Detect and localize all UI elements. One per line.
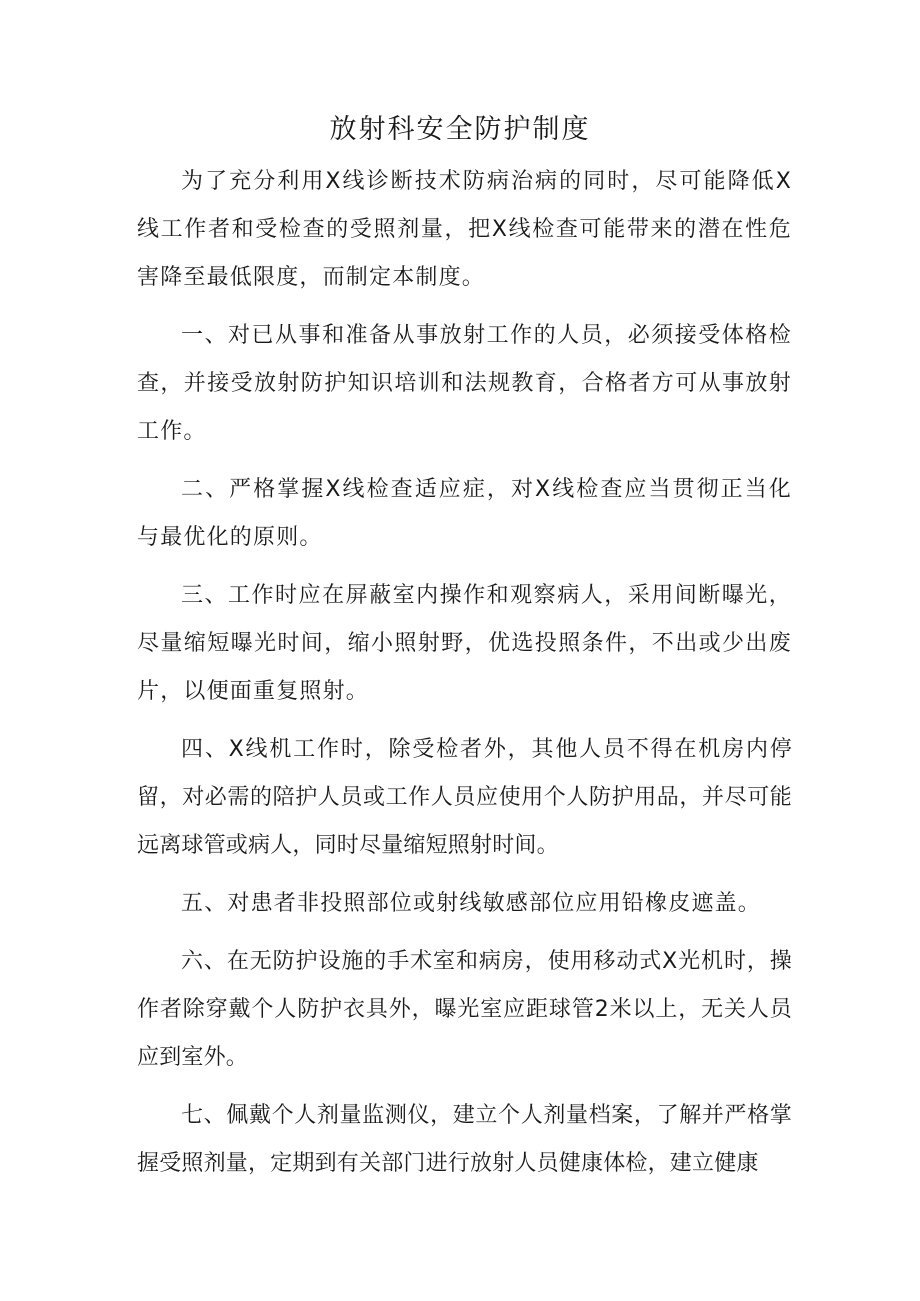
paragraph-item-4: 四、X线机工作时，除受检者外，其他人员不得在机房内停留，对必需的陪护人员或工作人员应使用个人防护用品，并尽可能远离球管或病人，同时尽量缩短照射时间。 xyxy=(137,737,792,858)
paragraph-intro: 为了充分利用X线诊断技术防病治病的同时，尽可能降低X线工作者和受检查的受照剂量，把X线检查可能带来的潜在性危害降至最低限度，而制定本制度。 xyxy=(137,169,792,290)
document-body xyxy=(137,158,792,1198)
paragraph-item-2: 二、严格掌握X线检查适应症，对X线检查应当贯彻正当化与最优化的原则。 xyxy=(137,477,792,550)
paragraph-item-6: 六、在无防护设施的手术室和病房，使用移动式X光机时，操作者除穿戴个人防护衣具外，曝光室应距球管2米以上，无关人员应到室外。 xyxy=(137,949,792,1070)
paragraph-item-5: 五、对患者非投照部位或射线敏感部位应用铅橡皮遮盖。 xyxy=(181,891,762,916)
document-title: 放射科安全防护制度 xyxy=(329,114,591,145)
paragraph-item-1: 一、对已从事和准备从事放射工作的人员，必须接受体格检查，并接受放射防护知识培训和法规教育，合格者方可从事放射工作。 xyxy=(137,323,792,444)
paragraph-item-7: 七、佩戴个人剂量监测仪，建立个人剂量档案，了解并严格掌握受照剂量，定期到有关部门进行放射人员健康体检，建立健康 xyxy=(137,1103,792,1176)
paragraph-item-3: 三、工作时应在屏蔽室内操作和观察病人，采用间断曝光，尽量缩短曝光时间，缩小照射野，优选投照条件，不出或少出废片，以便面重复照射。 xyxy=(137,583,792,704)
